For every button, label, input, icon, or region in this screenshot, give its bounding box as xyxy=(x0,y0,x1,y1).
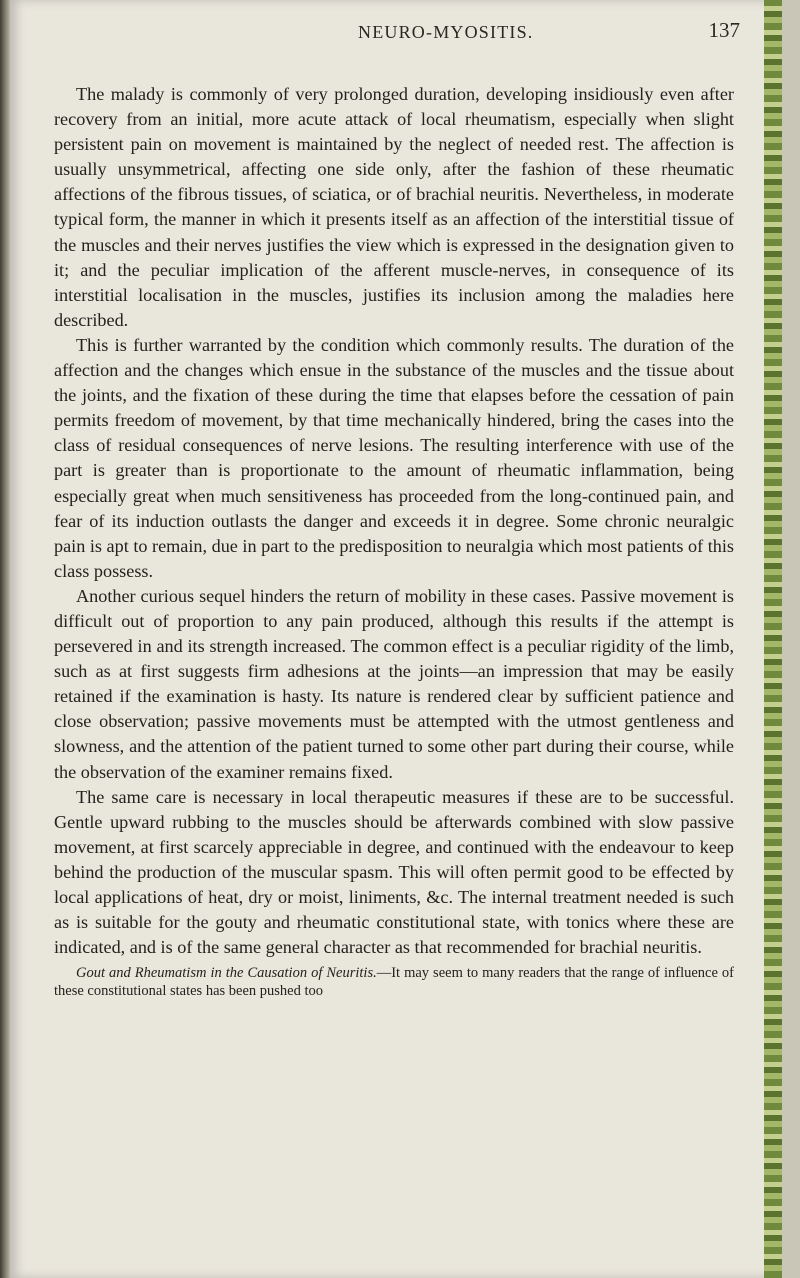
paragraph-3: Another curious sequel hinders the return of mobility in these cases. Passive movement is difficult out of proportion to any pain produced, although this results if the attempt is persevered in and its strength increased. The common effect is a peculiar rigidity of the limb, such as at first suggests firm adhesions at the joints—an impression that may be easily retained if the examination is hasty. Its nature is rendered clear by sufficient patience and close observation; passive movements must be attempted with the utmost gentleness and slowness, and the attention of the patient turned to some other part during their course, while the observation of the examiner remains fixed. xyxy=(54,585,734,782)
page-number: 137 xyxy=(708,18,740,42)
book-spine-shadow xyxy=(0,0,10,1278)
page-edge-marbling xyxy=(764,0,782,1278)
paragraph-1: The malady is commonly of very prolonged duration, developing insidiously even after recovery from an initial, more acute attack of local rheumatism, especially when slight persistent pain on movement is maintained by the neglect of needed rest. The affection is usually unsymmetrical, affecting one side only, after the fashion of these rheumatic affections of the fibrous tissues, of sciatica, or of brachial neuritis. Nevertheless, in moderate typical form, the manner in which it presents itself as an affection of the interstitial tissue of the muscles and their nerves justifies the view which is expressed in the designation given to it; and the peculiar implication of the afferent muscle-nerves, in consequence of its interstitial localisation in the muscles, justifies its inclusion among the maladies here described. xyxy=(54,84,734,330)
paragraph-4: The same care is necessary in local therapeutic measures if these are to be successful. Gentle upward rubbing to the muscles should be afterwards combined with slow passive movement, at first scarcely appreciable in degree, and continued with the endeavour to keep behind the production of the muscular spasm. This will often permit good to be effected by local applications of heat, dry or moist, liniments, &c. The internal treatment needed is such as is suitable for the gouty and rheumatic constitutional state, with tonics where these are indicated, and is of the same general character as that recommended for brachial neuritis. xyxy=(54,786,734,958)
page-header xyxy=(10,14,782,54)
footnote-text: —It may seem to many readers that the range of influence of these constitutional states has been pushed too xyxy=(54,965,734,1000)
footnote xyxy=(54,964,734,1000)
running-head: NEURO-MYOSITIS. xyxy=(358,22,534,42)
footnote-title: Gout and Rheumatism in the Causation of Neuritis. xyxy=(76,965,377,982)
paragraph-2: This is further warranted by the condition which commonly results. The duration of the affection and the changes which ensue in the substance of the muscles and the tissue about the joints, and the fixation of these during the time that elapses before the cessation of pain permits freedom of movement, by that time mechanically hindered, bring the cases into the class of residual consequences of nerve lesions. The resulting interference with use of the part is greater than is proportionate to the amount of rheumatic inflammation, being especially great when much sensitiveness has proceeded from the long-continued pain, and fear of its induction outlasts the danger and exceeds it in degree. Some chronic neuralgic pain is apt to remain, due in part to the predisposition to neuralgia which most patients of this class possess. xyxy=(54,334,734,581)
body-text xyxy=(54,82,734,1000)
